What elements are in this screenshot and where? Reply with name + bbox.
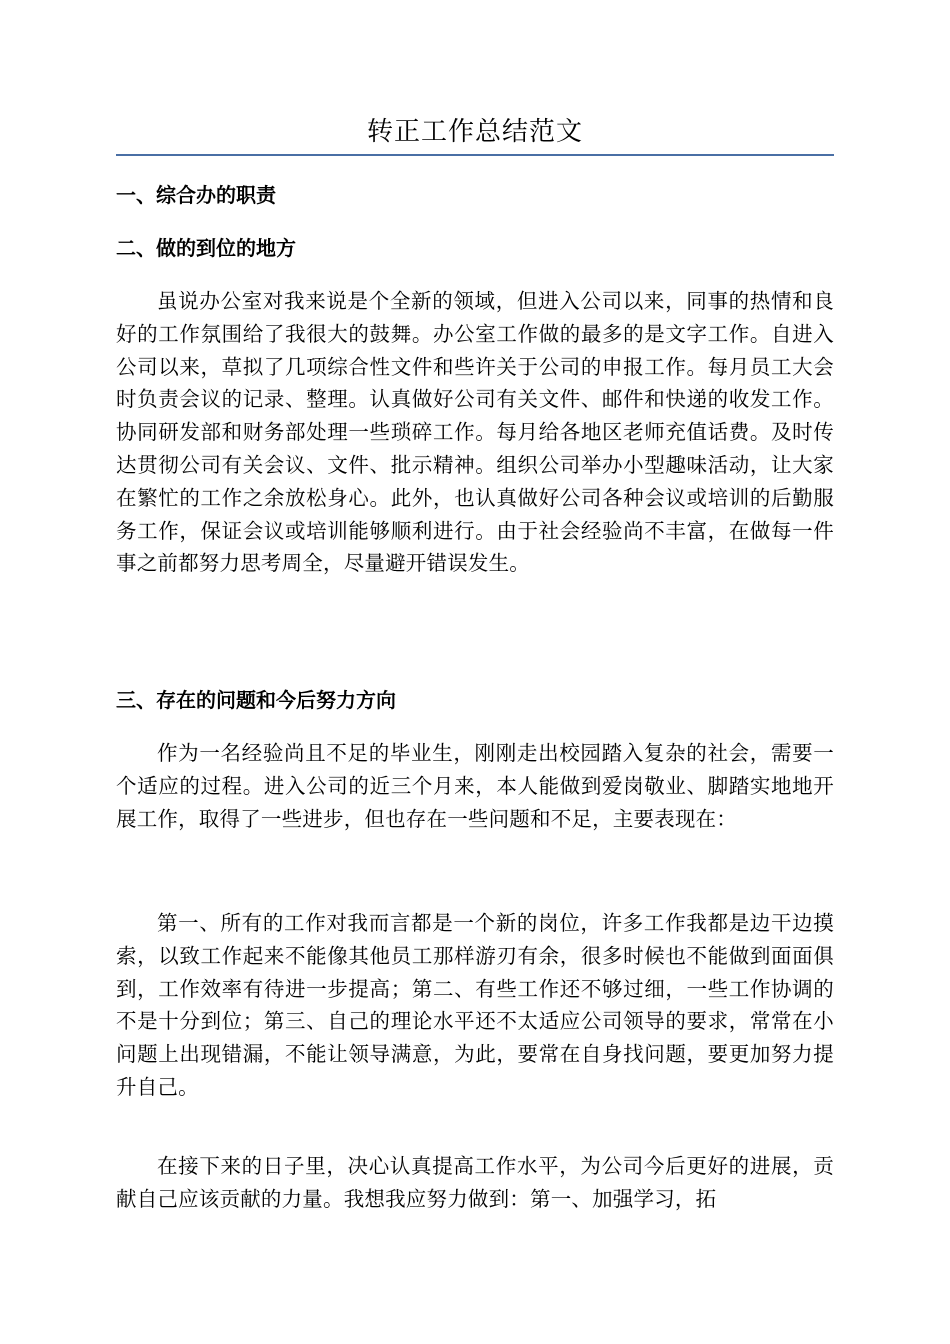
- paragraph-future-plans: 在接下来的日子里，决心认真提高工作水平，为公司今后更好的进展，贡献自己应该贡献的力量。我想我应努力做到：第一、加强学习，拓: [116, 1154, 834, 1211]
- section-heading-duties: 一、综合办的职责: [116, 183, 276, 207]
- paragraph-problems-intro: 作为一名经验尚且不足的毕业生，刚刚走出校园踏入复杂的社会，需要一个适应的过程。进入公司的近三个月来，本人能做到爱岗敬业、脚踏实地地开展工作，取得了一些进步，但也存在一些问题和不足，主要表现在：: [116, 741, 834, 831]
- paragraph-problems-detail: 第一、所有的工作对我而言都是一个新的岗位，许多工作我都是边干边摸索，以致工作起来不能像其他员工那样游刃有余，很多时候也不能做到面面俱到，工作效率有待进一步提高；第二、有些工作还不够过细，一些工作协调的不是十分到位；第三、自己的理论水平还不太适应公司领导的要求，常常在小问题上出现错漏，不能让领导满意，为此，要常在自身找问题，要更加努力提升自己。: [116, 911, 834, 1099]
- section-heading-achievements: 二、做的到位的地方: [116, 236, 296, 260]
- document-title: 转正工作总结范文: [366, 117, 583, 147]
- title-underline: [116, 154, 834, 156]
- section-heading-problems: 三、存在的问题和今后努力方向: [116, 688, 396, 712]
- paragraph-achievements: 虽说办公室对我来说是个全新的领域，但进入公司以来，同事的热情和良好的工作氛围给了我很大的鼓舞。办公室工作做的最多的是文字工作。自进入公司以来，草拟了几项综合性文件和些许关于公司的申报工作。每月员工大会时负责会议的记录、整理。认真做好公司有关文件、邮件和快递的收发工作。协同研发部和财务部处理一些琐碎工作。每月给各地区老师充值话费。及时传达贯彻公司有关会议、文件、批示精神。组织公司举办小型趣味活动，让大家在繁忙的工作之余放松身心。此外，也认真做好公司各种会议或培训的后勤服务工作，保证会议或培训能够顺利进行。由于社会经验尚不丰富，在做每一件事之前都努力思考周全，尽量避开错误发生。: [116, 289, 834, 576]
